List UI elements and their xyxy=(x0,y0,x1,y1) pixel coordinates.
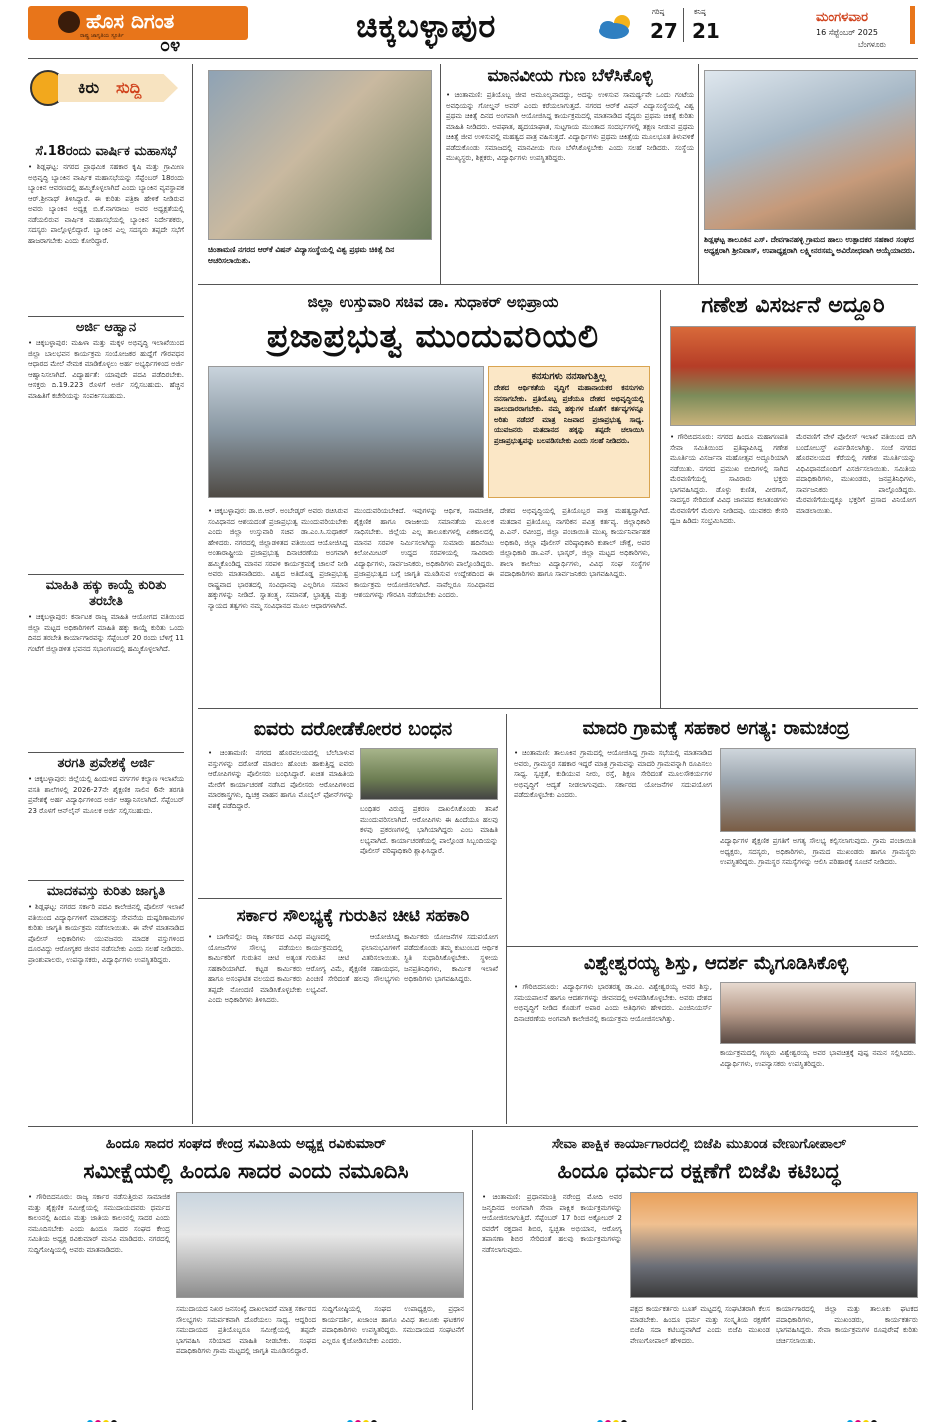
model-village-body-col-2: ವಿದ್ಯಾರ್ಥಿಗಳ ಶೈಕ್ಷಣಿಕ ಪ್ರಗತಿಗೆ ಅಗತ್ಯ ಸೌಲಭ್ಯ ಕಲ್ಪಿಸಲಾಗುವುದು. ಗ್ರಾಮ ಪಂಚಾಯಿತಿ ಅಧ್ಯಕ್ಷರು, ಸದಸ್ಯರು, ಅಧಿಕಾರಿಗಳು, ಗ್ರಾಮದ ಮುಖಂಡರು ಹಾಗೂ ಗ್ರಾಮಸ್ಥರು ಉಪಸ್ಥಿತರಿದ್ದರು. ಗ್ರಾಮಸ್ಥರ ಸಮಸ್ಯೆಗಳನ್ನು ಆಲಿಸಿ ಪರಿಹಾರಕ್ಕೆ ಸೂಚನೆ ನೀಡಿದರು. xyxy=(720,837,916,866)
visvesvaraya-headline: ವಿಶ್ವೇಶ್ವರಯ್ಯ ಶಿಸ್ತು, ಆದರ್ಶ ಮೈಗೂಡಿಸಿಕೊಳ್ಳಿ xyxy=(583,953,849,974)
masthead-rule xyxy=(28,58,918,59)
bjp-workshop-photo xyxy=(630,1192,918,1298)
masthead xyxy=(0,0,945,58)
temp-divider xyxy=(683,8,684,42)
sidebar-item-body: • ಚಿಕ್ಕಬಳ್ಳಾಪುರ: ಜಿಲ್ಲೆಯಲ್ಲಿ ಹಿಂದುಳಿದ ವರ್ಗಗಳ ಕಲ್ಯಾಣ ಇಲಾಖೆಯ ವಸತಿ ಶಾಲೆಗಳಲ್ಲಿ 2026-27ನೇ ಶೈಕ್ಷಣಿಕ ಸಾಲಿನ 6ನೇ ತರಗತಿ ಪ್ರವೇಶಕ್ಕೆ ಅರ್ಹ ವಿದ್ಯಾರ್ಥಿಗಳಿಂದ ಅರ್ಜಿ ಆಹ್ವಾನಿಸಲಾಗಿದೆ. ಸೆಪ್ಟೆಂಬರ್ 23 ರೊಳಗೆ ಆನ್‌ಲೈನ್ ಮೂಲಕ ಅರ್ಜಿ ಸಲ್ಲಿಸಬಹುದು. xyxy=(28,775,184,815)
sidebar-item-body: • ಶಿಡ್ಲಘಟ್ಟ: ನಗರದ ಸರ್ಕಾರಿ ಪದವಿ ಕಾಲೇಜಿನಲ್ಲಿ ಪೊಲೀಸ್ ಇಲಾಖೆ ವತಿಯಿಂದ ವಿದ್ಯಾರ್ಥಿಗಳಿಗೆ ಮಾದಕವಸ್ತು ಸೇವನೆಯ ದುಷ್ಪರಿಣಾಮಗಳ ಕುರಿತು ಜಾಗೃತಿ ಕಾರ್ಯಕ್ರಮ ನಡೆಸಲಾಯಿತು. ಈ ವೇಳೆ ಮಾತನಾಡಿದ ಪೊಲೀಸ್ ಅಧಿಕಾರಿಗಳು ಯುವಜನರು ಮಾದಕ ವಸ್ತುಗಳಿಂದ ದೂರವಿದ್ದು ಆರೋಗ್ಯಕರ ಜೀವನ ನಡೆಸಬೇಕು ಎಂದು ಸಲಹೆ ನೀಡಿದರು. ಪ್ರಾಂಶುಪಾಲರು, ಉಪನ್ಯಾಸಕರು, ವಿದ್ಯಾರ್ಥಿಗಳು ಉಪಸ್ಥಿತರಿದ್ದರು. xyxy=(28,903,184,964)
max-temp-label: ಗರಿಷ್ಠ xyxy=(652,8,665,16)
column-rule xyxy=(660,290,661,708)
masthead-edge-bar xyxy=(910,6,915,44)
sadar-body-col-1: • ಗೌರಿಬಿದನೂರು: ರಾಜ್ಯ ಸರ್ಕಾರ ನಡೆಸುತ್ತಿರುವ ಸಾಮಾಜಿಕ ಮತ್ತು ಶೈಕ್ಷಣಿಕ ಸಮೀಕ್ಷೆಯಲ್ಲಿ ಸಮುದಾಯದವರು ಧರ್ಮದ ಕಾಲಂನಲ್ಲಿ ಹಿಂದೂ ಮತ್ತು ಜಾತಿಯ ಕಾಲಂನಲ್ಲಿ ಸಾದರ ಎಂದು ನಮೂದಿಸಬೇಕು ಎಂದು ಹಿಂದೂ ಸಾದರ ಸಂಘದ ಕೇಂದ್ರ ಸಮಿತಿಯ ಅಧ್ಯಕ್ಷ ರವಿಕುಮಾರ್ ಮನವಿ ಮಾಡಿದರು. ನಗರದಲ್ಲಿ ಸುದ್ದಿಗೋಷ್ಠಿಯಲ್ಲಿ ಅವರು ಮಾತನಾಡಿದರು. xyxy=(28,1193,170,1254)
lead-body-col-3: ದೇಶದ ಅಭಿವೃದ್ಧಿಯಲ್ಲಿ ಪ್ರತಿಯೊಬ್ಬರ ಪಾತ್ರ ಮಹತ್ವದ್ದಾಗಿದೆ. ಮತದಾನ ಪ್ರತಿಯೊಬ್ಬ ನಾಗರಿಕನ ಪವಿತ್ರ ಕರ್ತವ್ಯ. ಜಿಲ್ಲಾಧಿಕಾರಿ ಪಿ.ಎನ್. ರವೀಂದ್ರ, ಜಿಲ್ಲಾ ಪಂಚಾಯಿತಿ ಮುಖ್ಯ ಕಾರ್ಯನಿರ್ವಾಹಕ ಅಧಿಕಾರಿ, ಜಿಲ್ಲಾ ಪೊಲೀಸ್ ವರಿಷ್ಠಾಧಿಕಾರಿ ಕುಶಾಲ್ ಚೌಕ್ಸೆ, ಅಪರ ಜಿಲ್ಲಾಧಿಕಾರಿ ಡಾ.ಎನ್. ಭಾಸ್ಕರ್, ಜಿಲ್ಲಾ ಮಟ್ಟದ ಅಧಿಕಾರಿಗಳು, ಶಾಲಾ ಕಾಲೇಜು ವಿದ್ಯಾರ್ಥಿಗಳು, ವಿವಿಧ ಸಂಘ ಸಂಸ್ಥೆಗಳ ಪದಾಧಿಕಾರಿಗಳು ಹಾಗೂ ಸಾರ್ವಜನಿಕರು ಭಾಗವಹಿಸಿದ್ದರು. xyxy=(500,507,650,578)
sidebar-divider xyxy=(28,752,184,753)
humanity-body: • ಚಿಂತಾಮಣಿ: ಪ್ರತಿಯೊಬ್ಬ ಜೀವ ಅಮೂಲ್ಯವಾದದ್ದು, ಅದನ್ನು ಉಳಿಸುವ ಸಾಮರ್ಥ್ಯವೇ ಒಂದು ಗಂಟೆಯ ಅವಧಿಯನ್ನು ಗೋಲ್ಡನ್ ಅವರ್ ಎಂದು ಕರೆಯಲಾಗುತ್ತದೆ. ನಗರದ ಆರ್‌ಕೆ ವಿಷನ್ ವಿದ್ಯಾಸಂಸ್ಥೆಯಲ್ಲಿ ವಿಶ್ವ ಪ್ರಥಮ ಚಿಕಿತ್ಸೆ ದಿನದ ಅಂಗವಾಗಿ ಆಯೋಜಿಸಿದ್ದ ಕಾರ್ಯಕ್ರಮದಲ್ಲಿ ಮಾತನಾಡಿದ ವೈದ್ಯರು ಪ್ರಥಮ ಚಿಕಿತ್ಸೆ ಕುರಿತು ಮಾಹಿತಿ ನೀಡಿದರು. ಅಪಘಾತ, ಹೃದಯಾಘಾತ, ಸುಟ್ಟಗಾಯ ಮುಂತಾದ ಸಂದರ್ಭಗಳಲ್ಲಿ ತಕ್ಷಣ ನೀಡುವ ಪ್ರಥಮ ಚಿಕಿತ್ಸೆ ಜೀವ ಉಳಿಸುವಲ್ಲಿ ಮಹತ್ವದ ಪಾತ್ರ ವಹಿಸುತ್ತದೆ. ವಿದ್ಯಾರ್ಥಿಗಳು ಪ್ರಥಮ ಚಿಕಿತ್ಸೆಯ ಮೂಲಭೂತ ತಿಳುವಳಿಕೆ ಪಡೆದುಕೊಂಡು ಸಮಾಜದಲ್ಲಿ ಮಾನವೀಯ ಗುಣ ಬೆಳೆಸಿಕೊಳ್ಳಬೇಕು ಎಂದು ಸಲಹೆ ನೀಡಿದರು. ಸಂಸ್ಥೆಯ ಮುಖ್ಯಸ್ಥರು, ಶಿಕ್ಷಕರು, ವಿದ್ಯಾರ್ಥಿಗಳು ಉಪಸ್ಥಿತರಿದ್ದರು. xyxy=(446,91,694,162)
issue-date: 16 ಸೆಪ್ಟೆಂಬರ್ 2025 xyxy=(816,28,879,37)
bjp-body-col-1: • ಚಿಂತಾಮಣಿ: ಪ್ರಧಾನಮಂತ್ರಿ ನರೇಂದ್ರ ಮೋದಿ ಅವರ ಜನ್ಮದಿನದ ಅಂಗವಾಗಿ ಸೇವಾ ಪಾಕ್ಷಿಕ ಕಾರ್ಯಕ್ರಮಗಳನ್ನು ಆಯೋಜಿಸಲಾಗುತ್ತಿದೆ. ಸೆಪ್ಟೆಂಬರ್ 17 ರಿಂದ ಅಕ್ಟೋಬರ್ 2 ರವರೆಗೆ ರಕ್ತದಾನ ಶಿಬಿರ, ಸ್ವಚ್ಛತಾ ಅಭಿಯಾನ, ಆರೋಗ್ಯ ತಪಾಸಣಾ ಶಿಬಿರ ಸೇರಿದಂತೆ ಹಲವು ಕಾರ್ಯಕ್ರಮಗಳನ್ನು ನಡೆಸಲಾಗುವುದು. xyxy=(482,1193,622,1254)
dacoity-headline: ಐವರು ದರೋಡೆಕೋರರ ಬಂಧನ xyxy=(253,718,453,740)
dacoity-body-col-1: • ಚಿಂತಾಮಣಿ: ನಗರದ ಹೊರವಲಯದಲ್ಲಿ ಬೆಲೆಬಾಳುವ ವಸ್ತುಗಳನ್ನು ದರೋಡೆ ಮಾಡಲು ಹೊಂಚು ಹಾಕುತ್ತಿದ್ದ ಐವರು ಆರೋಪಿಗಳನ್ನು ಪೊಲೀಸರು ಬಂಧಿಸಿದ್ದಾರೆ. ಖಚಿತ ಮಾಹಿತಿಯ ಮೇರೆಗೆ ಕಾರ್ಯಾಚರಣೆ ನಡೆಸಿದ ಪೊಲೀಸರು ಆರೋಪಿಗಳಿಂದ ಮಾರಕಾಸ್ತ್ರಗಳು, ದ್ವಿಚಕ್ರ ವಾಹನ ಹಾಗೂ ಮೊಬೈಲ್ ಫೋನ್‌ಗಳನ್ನು ವಶಕ್ಕೆ ಪಡೆದಿದ್ದಾರೆ. xyxy=(208,749,354,810)
sidebar xyxy=(28,64,186,1124)
district-title: ಚಿಕ್ಕಬಳ್ಳಾಪುರ xyxy=(356,7,497,45)
ganesha-headline: ಗಣೇಶ ವಿಸರ್ಜನೆ ಅದ್ದೂರಿ xyxy=(701,293,885,318)
human-chain-photo xyxy=(208,366,484,498)
column-rule xyxy=(506,714,507,946)
min-temp-label: ಕನಿಷ್ಠ xyxy=(694,8,706,16)
first-aid-day-caption: ಚಿಂತಾಮಣಿ ನಗರದ ಆರ್‌ಕೆ ವಿಷನ್ ವಿದ್ಯಾಸಂಸ್ಥೆಯಲ್ಲಿ ವಿಶ್ವ ಪ್ರಥಮ ಚಿಕಿತ್ಸೆ ದಿನ ಆಚರಿಸಲಾಯಿತು. xyxy=(208,245,395,265)
dairy-society-caption: ಶಿಡ್ಲಘಟ್ಟ ತಾಲೂಕಿನ ಎಸ್. ದೇವಗಾನಹಳ್ಳಿ ಗ್ರಾಮದ ಹಾಲು ಉತ್ಪಾದಕರ ಸಹಕಾರ ಸಂಘದ ಅಧ್ಯಕ್ಷರಾಗಿ ಶ್ರೀನಿವಾಸ್, ಉಪಾಧ್ಯಕ್ಷರಾಗಿ ಲಕ್ಷ್ಮೀನರಸಮ್ಮ ಅವಿರೋಧವಾಗಿ ಆಯ್ಕೆಯಾದರು. xyxy=(704,235,915,255)
welfare-body-col-1: • ಬಾಗೇಪಲ್ಲಿ: ರಾಜ್ಯ ಸರ್ಕಾರದ ವಿವಿಧ ಯೋಜನೆಗಳ ಸೌಲಭ್ಯ ಪಡೆಯಲು ಕಾರ್ಮಿಕರಿಗೆ ಗುರುತಿನ ಚೀಟಿ ಅತ್ಯಂತ ಸಹಕಾರಿಯಾಗಿದೆ. ಕಟ್ಟಡ ಕಾರ್ಮಿಕರು ಹಾಗೂ ಅಸಂಘಟಿತ ವಲಯದ ಕಾರ್ಮಿಕರು ತಪ್ಪದೇ ನೋಂದಣಿ ಮಾಡಿಸಿಕೊಳ್ಳಬೇಕು ಎಂದು ಅಧಿಕಾರಿಗಳು ತಿಳಿಸಿದರು. xyxy=(208,933,302,1004)
lead-headline: ಪ್ರಜಾಪ್ರಭುತ್ವ ಮುಂದುವರಿಯಲಿ xyxy=(266,317,600,355)
sadar-body-col-3: ಸುದ್ದಿಗೋಷ್ಠಿಯಲ್ಲಿ ಸಂಘದ ಉಪಾಧ್ಯಕ್ಷರು, ಪ್ರಧಾನ ಕಾರ್ಯದರ್ಶಿ, ಖಜಾಂಚಿ ಹಾಗೂ ವಿವಿಧ ತಾಲೂಕು ಘಟಕಗಳ ಪದಾಧಿಕಾರಿಗಳು ಉಪಸ್ಥಿತರಿದ್ದರು. ಸಮುದಾಯದ ಸಂಘಟನೆಗೆ ಎಲ್ಲರೂ ಕೈಜೋಡಿಸಬೇಕು ಎಂದರು. xyxy=(322,1305,464,1345)
paper-tagline: ರಾಷ್ಟ್ರ ಜಾಗೃತಿಯ ಸ್ಫೂರ್ತಿ xyxy=(80,33,124,39)
welfare-body-col-2: ಪಟ್ಟಣದಲ್ಲಿ ಆಯೋಜಿಸಿದ್ದ ಕಾರ್ಯಕ್ರಮದಲ್ಲಿ ಫಲಾನುಭವಿಗಳಿಗೆ ಗುರುತಿನ ಚೀಟಿ ವಿತರಿಸಲಾಯಿತು. ಆರೋಗ್ಯ ವಿಮೆ, ಶೈಕ್ಷಣಿಕ ಸಹಾಯಧನ, ಪಿಂಚಣಿ ಸೇರಿದಂತೆ ಹಲವು ಸೌಲಭ್ಯಗಳು ಲಭ್ಯವಿವೆ. xyxy=(306,933,400,994)
sidebar-item-body: • ಶಿಡ್ಲಘಟ್ಟ: ನಗರದ ಪ್ರಾಥಮಿಕ ಸಹಕಾರ ಕೃಷಿ ಮತ್ತು ಗ್ರಾಮೀಣ ಅಭಿವೃದ್ಧಿ ಬ್ಯಾಂಕಿನ ವಾರ್ಷಿಕ ಮಹಾಸಭೆಯನ್ನು ಸೆಪ್ಟೆಂಬರ್ 18ರಂದು ಬ್ಯಾಂಕಿನ ಆವರಣದಲ್ಲಿ ಹಮ್ಮಿಕೊಳ್ಳಲಾಗಿದೆ ಎಂದು ಬ್ಯಾಂಕಿನ ವ್ಯವಸ್ಥಾಪಕ ಆರ್.ಶ್ರೀನಾಥ್ ತಿಳಿಸಿದ್ದಾರೆ. ಈ ಕುರಿತು ಪತ್ರಿಕಾ ಹೇಳಿಕೆ ನೀಡಿರುವ ಅವರು ಬ್ಯಾಂಕಿನ ಅಧ್ಯಕ್ಷ ಬಿ.ಕೆ.ನಾಗರಾಜು ಅವರ ಅಧ್ಯಕ್ಷತೆಯಲ್ಲಿ ನಡೆಯಲಿರುವ ವಾರ್ಷಿಕ ಮಹಾಸಭೆಯಲ್ಲಿ ಬ್ಯಾಂಕಿನ ನಿರ್ದೇಶಕರು, ಸದಸ್ಯರು ಪಾಲ್ಗೊಳ್ಳಲಿದ್ದಾರೆ. ಬ್ಯಾಂಕಿನ ಎಲ್ಲ ಸದಸ್ಯರು ತಪ್ಪದೇ ಸಭೆಗೆ ಹಾಜರಾಗಬೇಕು ಎಂದು ಕೋರಿದ್ದಾರೆ. xyxy=(28,163,184,245)
sadar-press-meet-photo xyxy=(176,1192,464,1298)
lead-sidebox-title: ಕನಸುಗಳು ನನಸಾಗುತ್ತಿಲ್ಲ xyxy=(531,371,607,382)
paper-name: ಹೊಸ ದಿಗಂತ xyxy=(86,9,175,33)
ganesha-body-col-1: • ಗೌರಿಬಿದನೂರು: ನಗರದ ಹಿಂದೂ ಮಹಾಗಣಪತಿ ಸೇವಾ ಸಮಿತಿಯಿಂದ ಪ್ರತಿಷ್ಠಾಪಿಸಿದ್ದ ಗಣೇಶ ಮೂರ್ತಿಯ ವಿಸರ್ಜನಾ ಮಹೋತ್ಸವ ಅದ್ದೂರಿಯಾಗಿ ನಡೆಯಿತು. ನಗರದ ಪ್ರಮುಖ ಬೀದಿಗಳಲ್ಲಿ ಸಾಗಿದ ಮೆರವಣಿಗೆಯಲ್ಲಿ ಸಾವಿರಾರು ಭಕ್ತರು ಭಾಗವಹಿಸಿದ್ದರು. ಡೊಳ್ಳು ಕುಣಿತ, ವೀರಗಾಸೆ, ನಾದಸ್ವರ ಸೇರಿದಂತೆ ವಿವಿಧ ಜಾನಪದ ಕಲಾತಂಡಗಳು ಮೆರವಣಿಗೆಗೆ ಮೆರುಗು ನೀಡಿದವು. ಯುವಕರು ಕೇಸರಿ ಧ್ವಜ ಹಿಡಿದು ಸಂಭ್ರಮಿಸಿದರು. xyxy=(670,433,788,525)
section-rule xyxy=(28,1126,918,1127)
masthead-logo-emblem xyxy=(58,11,80,33)
max-temp: 27 xyxy=(650,19,678,43)
page-number: ೦೪ xyxy=(160,35,181,56)
sidebar-divider xyxy=(28,574,184,575)
column-rule xyxy=(440,64,441,284)
section-rule xyxy=(198,708,918,709)
bjp-body-col-2: ಪಕ್ಷದ ಕಾರ್ಯಕರ್ತರು ಬೂತ್ ಮಟ್ಟದಲ್ಲಿ ಸಂಘಟಿತರಾಗಿ ಕೆಲಸ ಮಾಡಬೇಕು. ಹಿಂದೂ ಧರ್ಮ ಮತ್ತು ಸಂಸ್ಕೃತಿಯ ರಕ್ಷಣೆಗೆ ಬಿಜೆಪಿ ಸದಾ ಕಟಿಬದ್ಧವಾಗಿದೆ ಎಂದು ಬಿಜೆಪಿ ಮುಖಂಡ ವೇಣುಗೋಪಾಲ್ ಹೇಳಿದರು. xyxy=(630,1305,770,1345)
bjp-body-col-3: ಕಾರ್ಯಾಗಾರದಲ್ಲಿ ಜಿಲ್ಲಾ ಮತ್ತು ತಾಲೂಕು ಘಟಕದ ಪದಾಧಿಕಾರಿಗಳು, ಮುಖಂಡರು, ಕಾರ್ಯಕರ್ತರು ಭಾಗವಹಿಸಿದ್ದರು. ಸೇವಾ ಕಾರ್ಯಕ್ರಮಗಳ ರೂಪುರೇಷೆ ಕುರಿತು ಚರ್ಚಿಸಲಾಯಿತು. xyxy=(776,1305,918,1345)
dairy-society-photo xyxy=(704,70,916,230)
sidebar-item-body: • ಚಿಕ್ಕಬಳ್ಳಾಪುರ: ಕರ್ನಾಟಕ ರಾಜ್ಯ ಮಾಹಿತಿ ಆಯೋಗದ ವತಿಯಿಂದ ಜಿಲ್ಲಾ ಮಟ್ಟದ ಅಧಿಕಾರಿಗಳಿಗೆ ಮಾಹಿತಿ ಹಕ್ಕು ಕಾಯ್ದೆ ಕುರಿತು ಒಂದು ದಿನದ ತರಬೇತಿ ಕಾರ್ಯಾಗಾರವನ್ನು ಸೆಪ್ಟೆಂಬರ್ 20 ರಂದು ಬೆಳಿಗ್ಗೆ 11 ಗಂಟೆಗೆ ಜಿಲ್ಲಾಡಳಿತ ಭವನದ ಸಭಾಂಗಣದಲ್ಲಿ ಹಮ್ಮಿಕೊಳ್ಳಲಾಗಿದೆ. xyxy=(28,613,184,653)
section-rule xyxy=(198,284,918,285)
sidebar-item-0 xyxy=(28,144,184,314)
sidebar-item-3 xyxy=(28,756,184,876)
sidebar-divider xyxy=(28,316,184,317)
sidebar-item-title: ತರಗತಿ ಪ್ರವೇಶಕ್ಕೆ ಅರ್ಜಿ xyxy=(57,756,155,771)
section-rule xyxy=(506,946,918,947)
section-rule xyxy=(198,898,502,899)
bjp-kicker: ಸೇವಾ ಪಾಕ್ಷಿಕ ಕಾರ್ಯಾಗಾರದಲ್ಲಿ ಬಿಜೆಪಿ ಮುಖಂಡ ವೇಣುಗೋಪಾಲ್ xyxy=(551,1136,847,1152)
sadar-body-col-2: ಸಮುದಾಯದ ನಿಖರ ಜನಸಂಖ್ಯೆ ದಾಖಲಾದರೆ ಮಾತ್ರ ಸರ್ಕಾರದ ಸೌಲಭ್ಯಗಳು ಸಮರ್ಪಕವಾಗಿ ದೊರೆಯಲು ಸಾಧ್ಯ. ಆದ್ದರಿಂದ ಸಮುದಾಯದ ಪ್ರತಿಯೊಬ್ಬರೂ ಸಮೀಕ್ಷೆಯಲ್ಲಿ ತಪ್ಪದೇ ಭಾಗವಹಿಸಿ ಸರಿಯಾದ ಮಾಹಿತಿ ನೀಡಬೇಕು. ಸಂಘದ ಪದಾಧಿಕಾರಿಗಳು ಗ್ರಾಮ ಮಟ್ಟದಲ್ಲಿ ಜಾಗೃತಿ ಮೂಡಿಸಲಿದ್ದಾರೆ. xyxy=(176,1305,316,1355)
first-aid-day-photo xyxy=(208,70,432,240)
model-village-body-col-1: • ಚಿಂತಾಮಣಿ: ತಾಲೂಕಿನ ಗ್ರಾಮದಲ್ಲಿ ಆಯೋಜಿಸಿದ್ದ ಗ್ರಾಮ ಸಭೆಯಲ್ಲಿ ಮಾತನಾಡಿದ ಅವರು, ಗ್ರಾಮಸ್ಥರ ಸಹಕಾರ ಇದ್ದರೆ ಮಾತ್ರ ಗ್ರಾಮವನ್ನು ಮಾದರಿ ಗ್ರಾಮವನ್ನಾಗಿ ರೂಪಿಸಲು ಸಾಧ್ಯ. ಸ್ವಚ್ಛತೆ, ಕುಡಿಯುವ ನೀರು, ರಸ್ತೆ, ಶಿಕ್ಷಣ ಸೇರಿದಂತೆ ಮೂಲಸೌಕರ್ಯಗಳ ಅಭಿವೃದ್ಧಿಗೆ ಆದ್ಯತೆ ನೀಡಲಾಗುವುದು. ಸರ್ಕಾರದ ಯೋಜನೆಗಳ ಸದುಪಯೋಗ ಪಡೆದುಕೊಳ್ಳಬೇಕು ಎಂದರು. xyxy=(514,749,712,799)
sidebar-rule xyxy=(192,64,193,1124)
bjp-headline: ಹಿಂದೂ ಧರ್ಮದ ರಕ್ಷಣೆಗೆ ಬಿಜೆಪಿ ಕಟಿಬದ್ಧ xyxy=(557,1159,841,1183)
welfare-headline: ಸರ್ಕಾರ ಸೌಲಭ್ಯಕ್ಕೆ ಗುರುತಿನ ಚೀಟಿ ಸಹಕಾರಿ xyxy=(236,906,470,926)
sidebar-brand-badge xyxy=(28,68,178,110)
sadar-kicker: ಹಿಂದೂ ಸಾದರ ಸಂಘದ ಕೇಂದ್ರ ಸಮಿತಿಯ ಅಧ್ಯಕ್ಷ ರವಿಕುಮಾರ್ xyxy=(105,1136,387,1152)
visvesvaraya-event-photo xyxy=(720,982,916,1044)
lead-sidebox-body: ದೇಶದ ಆರ್ಥಿಕತೆಯ ವೃದ್ಧಿಗೆ ಮಹಾನಾಯಕರ ಕನಸುಗಳು ನನಸಾಗಬೇಕು. ಪ್ರತಿಯೊಬ್ಬ ಪ್ರಜೆಯೂ ದೇಶದ ಅಭಿವೃದ್ಧಿಯಲ್ಲಿ ಪಾಲುದಾರರಾಗಬೇಕು. ನಮ್ಮ ಹಕ್ಕುಗಳ ಜೊತೆಗೆ ಕರ್ತವ್ಯಗಳನ್ನೂ ಅರಿತು ನಡೆದರೆ ಮಾತ್ರ ನಿಜವಾದ ಪ್ರಜಾಪ್ರಭುತ್ವ ಸಾಧ್ಯ. ಯುವಜನರು ಮತದಾನದ ಹಕ್ಕನ್ನು ತಪ್ಪದೇ ಚಲಾಯಿಸಿ ಪ್ರಜಾಪ್ರಭುತ್ವವನ್ನು ಬಲಪಡಿಸಬೇಕು ಎಂದು ಸಲಹೆ ನೀಡಿದರು. xyxy=(494,384,644,445)
lead-sidebox xyxy=(488,366,650,498)
arrested-suspects-photo xyxy=(360,748,498,800)
humanity-story xyxy=(446,64,694,278)
weather-cloud-icon xyxy=(596,14,636,40)
welfare-body-col-3: ಕಾರ್ಮಿಕರು ಯೋಜನೆಗಳ ಸದುಪಯೋಗ ಪಡೆದುಕೊಂಡು ತಮ್ಮ ಕುಟುಂಬದ ಆರ್ಥಿಕ ಸ್ಥಿತಿ ಸುಧಾರಿಸಿಕೊಳ್ಳಬೇಕು. ಸ್ಥಳೀಯ ಜನಪ್ರತಿನಿಧಿಗಳು, ಕಾರ್ಮಿಕ ಇಲಾಖೆ ಅಧಿಕಾರಿಗಳು ಭಾಗವಹಿಸಿದ್ದರು. xyxy=(404,933,498,983)
min-temp: 21 xyxy=(692,19,720,43)
sidebar-item-title: ಅರ್ಜಿ ಆಹ್ವಾನ xyxy=(75,320,137,335)
weekday: ಮಂಗಳವಾರ xyxy=(816,10,869,25)
brand-part-a: ಕಿರು xyxy=(78,78,100,97)
sidebar-item-1 xyxy=(28,320,184,570)
sidebar-item-title: ಮಾದಕವಸ್ತು ಕುರಿತು ಜಾಗೃತಿ xyxy=(46,884,166,899)
sidebar-item-2 xyxy=(28,578,184,748)
sidebar-item-title: ಮಾಹಿತಿ ಹಕ್ಕು ಕಾಯ್ದೆ ಕುರಿತು ತರಬೇತಿ xyxy=(45,578,167,609)
column-rule xyxy=(698,64,699,284)
humanity-headline: ಮಾನವೀಯ ಗುಣ ಬೆಳೆಸಿಕೊಳ್ಳಿ xyxy=(487,66,653,86)
column-rule xyxy=(472,1130,473,1410)
sadar-headline: ಸಮೀಕ್ಷೆಯಲ್ಲಿ ಹಿಂದೂ ಸಾದರ ಎಂದು ನಮೂದಿಸಿ xyxy=(83,1159,409,1183)
sidebar-item-4 xyxy=(28,884,184,1120)
column-rule xyxy=(506,946,507,1124)
model-village-headline: ಮಾದರಿ ಗ್ರಾಮಕ್ಕೆ ಸಹಕಾರ ಅಗತ್ಯ: ರಾಮಚಂದ್ರ xyxy=(582,718,850,739)
sidebar-item-body: • ಚಿಕ್ಕಬಳ್ಳಾಪುರ: ಮಹಿಳಾ ಮತ್ತು ಮಕ್ಕಳ ಅಭಿವೃದ್ಧಿ ಇಲಾಖೆಯಿಂದ ಜಿಲ್ಲಾ ಬಾಲಭವನ ಕಾರ್ಯಕ್ರಮ ಸಂಯೋಜಕರ ಹುದ್ದೆಗೆ ಗೌರವಧನ ಆಧಾರದ ಮೇಲೆ ನೇಮಕ ಮಾಡಿಕೊಳ್ಳಲು ಅರ್ಹ ಅಭ್ಯರ್ಥಿಗಳಿಂದ ಅರ್ಜಿ ಆಹ್ವಾನಿಸಲಾಗಿದೆ. ವಿದ್ಯಾರ್ಹತೆ: ಯಾವುದೇ ಪದವಿ ಪಡೆದಿರಬೇಕು. ಆಸಕ್ತರು ದಿ.19.223 ರೊಳಗೆ ಅರ್ಜಿ ಸಲ್ಲಿಸಬಹುದು. ಹೆಚ್ಚಿನ ಮಾಹಿತಿಗೆ ಕಚೇರಿಯನ್ನು ಸಂಪರ್ಕಿಸಬಹುದು. xyxy=(28,339,184,400)
village-meeting-photo xyxy=(720,748,916,832)
lead-kicker: ಜಿಲ್ಲಾ ಉಸ್ತುವಾರಿ ಸಚಿವ ಡಾ. ಸುಧಾಕರ್ ಅಭಿಪ್ರಾಯ xyxy=(307,293,559,311)
ganesha-body-col-2: ಮೆರವಣಿಗೆ ವೇಳೆ ಪೊಲೀಸ್ ಇಲಾಖೆ ವತಿಯಿಂದ ಬಿಗಿ ಬಂದೋಬಸ್ತ್ ಏರ್ಪಡಿಸಲಾಗಿತ್ತು. ಸಂಜೆ ನಗರದ ಹೊರವಲಯದ ಕೆರೆಯಲ್ಲಿ ಗಣೇಶ ಮೂರ್ತಿಯನ್ನು ವಿಧಿವಿಧಾನದೊಂದಿಗೆ ವಿಸರ್ಜಿಸಲಾಯಿತು. ಸಮಿತಿಯ ಪದಾಧಿಕಾರಿಗಳು, ಮುಖಂಡರು, ಜನಪ್ರತಿನಿಧಿಗಳು, ಸಾರ್ವಜನಿಕರು ಪಾಲ್ಗೊಂಡಿದ್ದರು. ಮೆರವಣಿಗೆಯುದ್ದಕ್ಕೂ ಭಕ್ತರಿಗೆ ಪ್ರಸಾದ ವಿನಿಯೋಗ ಮಾಡಲಾಯಿತು. xyxy=(796,433,916,515)
sidebar-item-title: ಸೆ.18ರಂದು ವಾರ್ಷಿಕ ಮಹಾಸಭೆ xyxy=(35,144,177,159)
lead-body-col-2: ಮುಂದುವರಿಯಬೇಕಿದೆ. ಇವುಗಳನ್ನು ಆರ್ಥಿಕ, ಸಾಮಾಜಿಕ, ಶೈಕ್ಷಣಿಕ ಹಾಗೂ ರಾಜಕೀಯ ಸಮಾನತೆಯ ಮೂಲಕ ಸಾಧಿಸಬೇಕು. ಜಿಲ್ಲೆಯ ಎಲ್ಲ ತಾಲೂಕುಗಳಲ್ಲಿ ಏಕಕಾಲದಲ್ಲಿ ಮಾನವ ಸರಪಳಿ ನಿರ್ಮಿಸಲಾಗಿದ್ದು ಸುಮಾರು ಹದಿನೆಂಟು ಕಿಲೋಮೀಟರ್ ಉದ್ದದ ಸರಪಳಿಯಲ್ಲಿ ಸಾವಿರಾರು ವಿದ್ಯಾರ್ಥಿಗಳು, ಸಾರ್ವಜನಿಕರು, ಅಧಿಕಾರಿಗಳು ಪಾಲ್ಗೊಂಡಿದ್ದರು. ಪ್ರಜಾಪ್ರಭುತ್ವದ ಬಗ್ಗೆ ಜಾಗೃತಿ ಮೂಡಿಸುವ ಉದ್ದೇಶದಿಂದ ಈ ಕಾರ್ಯಕ್ರಮ ಆಯೋಜಿಸಲಾಗಿದೆ. ನಾವೆಲ್ಲರೂ ಸಂವಿಧಾನದ ಆಶಯಗಳನ್ನು ಗೌರವಿಸಿ ನಡೆಯಬೇಕು ಎಂದರು. xyxy=(354,507,494,599)
sidebar-divider xyxy=(28,880,184,881)
issue-city: ಬೆಂಗಳೂರು xyxy=(858,40,887,49)
registration-marks xyxy=(80,1412,880,1420)
ganesha-procession-photo xyxy=(670,326,916,426)
lead-body-col-1: • ಚಿಕ್ಕಬಳ್ಳಾಪುರ: ಡಾ.ಬಿ.ಆರ್. ಅಂಬೇಡ್ಕರ್ ಅವರು ರಚಿಸಿರುವ ಸಂವಿಧಾನದ ಆಶಯದಂತೆ ಪ್ರಜಾಪ್ರಭುತ್ವ ಮುಂದುವರಿಯಬೇಕು ಎಂದು ಜಿಲ್ಲಾ ಉಸ್ತುವಾರಿ ಸಚಿವ ಡಾ.ಎಂ.ಸಿ.ಸುಧಾಕರ್ ಹೇಳಿದರು. ನಗರದಲ್ಲಿ ಜಿಲ್ಲಾಡಳಿತದ ವತಿಯಿಂದ ಆಯೋಜಿಸಿದ್ದ ಅಂತಾರಾಷ್ಟ್ರೀಯ ಪ್ರಜಾಪ್ರಭುತ್ವ ದಿನಾಚರಣೆಯ ಅಂಗವಾಗಿ ಹಮ್ಮಿಕೊಂಡಿದ್ದ ಮಾನವ ಸರಪಳಿ ಕಾರ್ಯಕ್ರಮಕ್ಕೆ ಚಾಲನೆ ನೀಡಿ ಅವರು ಮಾತನಾಡಿದರು. ವಿಶ್ವದ ಅತಿದೊಡ್ಡ ಪ್ರಜಾಪ್ರಭುತ್ವ ರಾಷ್ಟ್ರವಾದ ಭಾರತದಲ್ಲಿ ಸಂವಿಧಾನವು ಎಲ್ಲರಿಗೂ ಸಮಾನ ಹಕ್ಕುಗಳನ್ನು ನೀಡಿದೆ. ಸ್ವಾತಂತ್ರ್ಯ, ಸಮಾನತೆ, ಭ್ರಾತೃತ್ವ ಮತ್ತು ನ್ಯಾಯದ ತತ್ವಗಳು ನಮ್ಮ ಸಂವಿಧಾನದ ಮೂಲ ಆಧಾರಗಳಾಗಿವೆ. xyxy=(208,507,348,610)
visvesvaraya-caption: ಕಾರ್ಯಕ್ರಮದಲ್ಲಿ ಗಣ್ಯರು ವಿಶ್ವೇಶ್ವರಯ್ಯ ಅವರ ಭಾವಚಿತ್ರಕ್ಕೆ ಪುಷ್ಪ ನಮನ ಸಲ್ಲಿಸಿದರು. ವಿದ್ಯಾರ್ಥಿಗಳು, ಉಪನ್ಯಾಸಕರು ಉಪಸ್ಥಿತರಿದ್ದರು. xyxy=(720,1049,916,1068)
visvesvaraya-body-col-1: • ಗೌರಿಬಿದನೂರು: ವಿದ್ಯಾರ್ಥಿಗಳು ಭಾರತರತ್ನ ಡಾ.ಎಂ. ವಿಶ್ವೇಶ್ವರಯ್ಯ ಅವರ ಶಿಸ್ತು, ಸಮಯಪಾಲನೆ ಹಾಗೂ ಆದರ್ಶಗಳನ್ನು ಜೀವನದಲ್ಲಿ ಅಳವಡಿಸಿಕೊಳ್ಳಬೇಕು. ಅವರು ದೇಶದ ಅಭಿವೃದ್ಧಿಗೆ ನೀಡಿದ ಕೊಡುಗೆ ಅಪಾರ ಎಂದು ಅತಿಥಿಗಳು ಹೇಳಿದರು. ಎಂಜಿನಿಯರ್ಸ್ ದಿನಾಚರಣೆಯ ಅಂಗವಾಗಿ ಕಾಲೇಜಿನಲ್ಲಿ ಕಾರ್ಯಕ್ರಮ ಆಯೋಜಿಸಲಾಗಿತ್ತು. xyxy=(514,983,712,1023)
dacoity-body-col-2: ಬಂಧಿತರ ವಿರುದ್ಧ ಪ್ರಕರಣ ದಾಖಲಿಸಿಕೊಂಡು ತನಿಖೆ ಮುಂದುವರಿಸಲಾಗಿದೆ. ಆರೋಪಿಗಳು ಈ ಹಿಂದೆಯೂ ಹಲವು ಕಳವು ಪ್ರಕರಣಗಳಲ್ಲಿ ಭಾಗಿಯಾಗಿದ್ದರು ಎಂಬ ಮಾಹಿತಿ ಲಭ್ಯವಾಗಿದೆ. ಕಾರ್ಯಾಚರಣೆಯಲ್ಲಿ ಪಾಲ್ಗೊಂಡ ಸಿಬ್ಬಂದಿಯನ್ನು ಪೊಲೀಸ್ ವರಿಷ್ಠಾಧಿಕಾರಿ ಶ್ಲಾಘಿಸಿದ್ದಾರೆ. xyxy=(360,805,498,855)
brand-part-b: ಸುದ್ದಿ xyxy=(116,78,142,97)
